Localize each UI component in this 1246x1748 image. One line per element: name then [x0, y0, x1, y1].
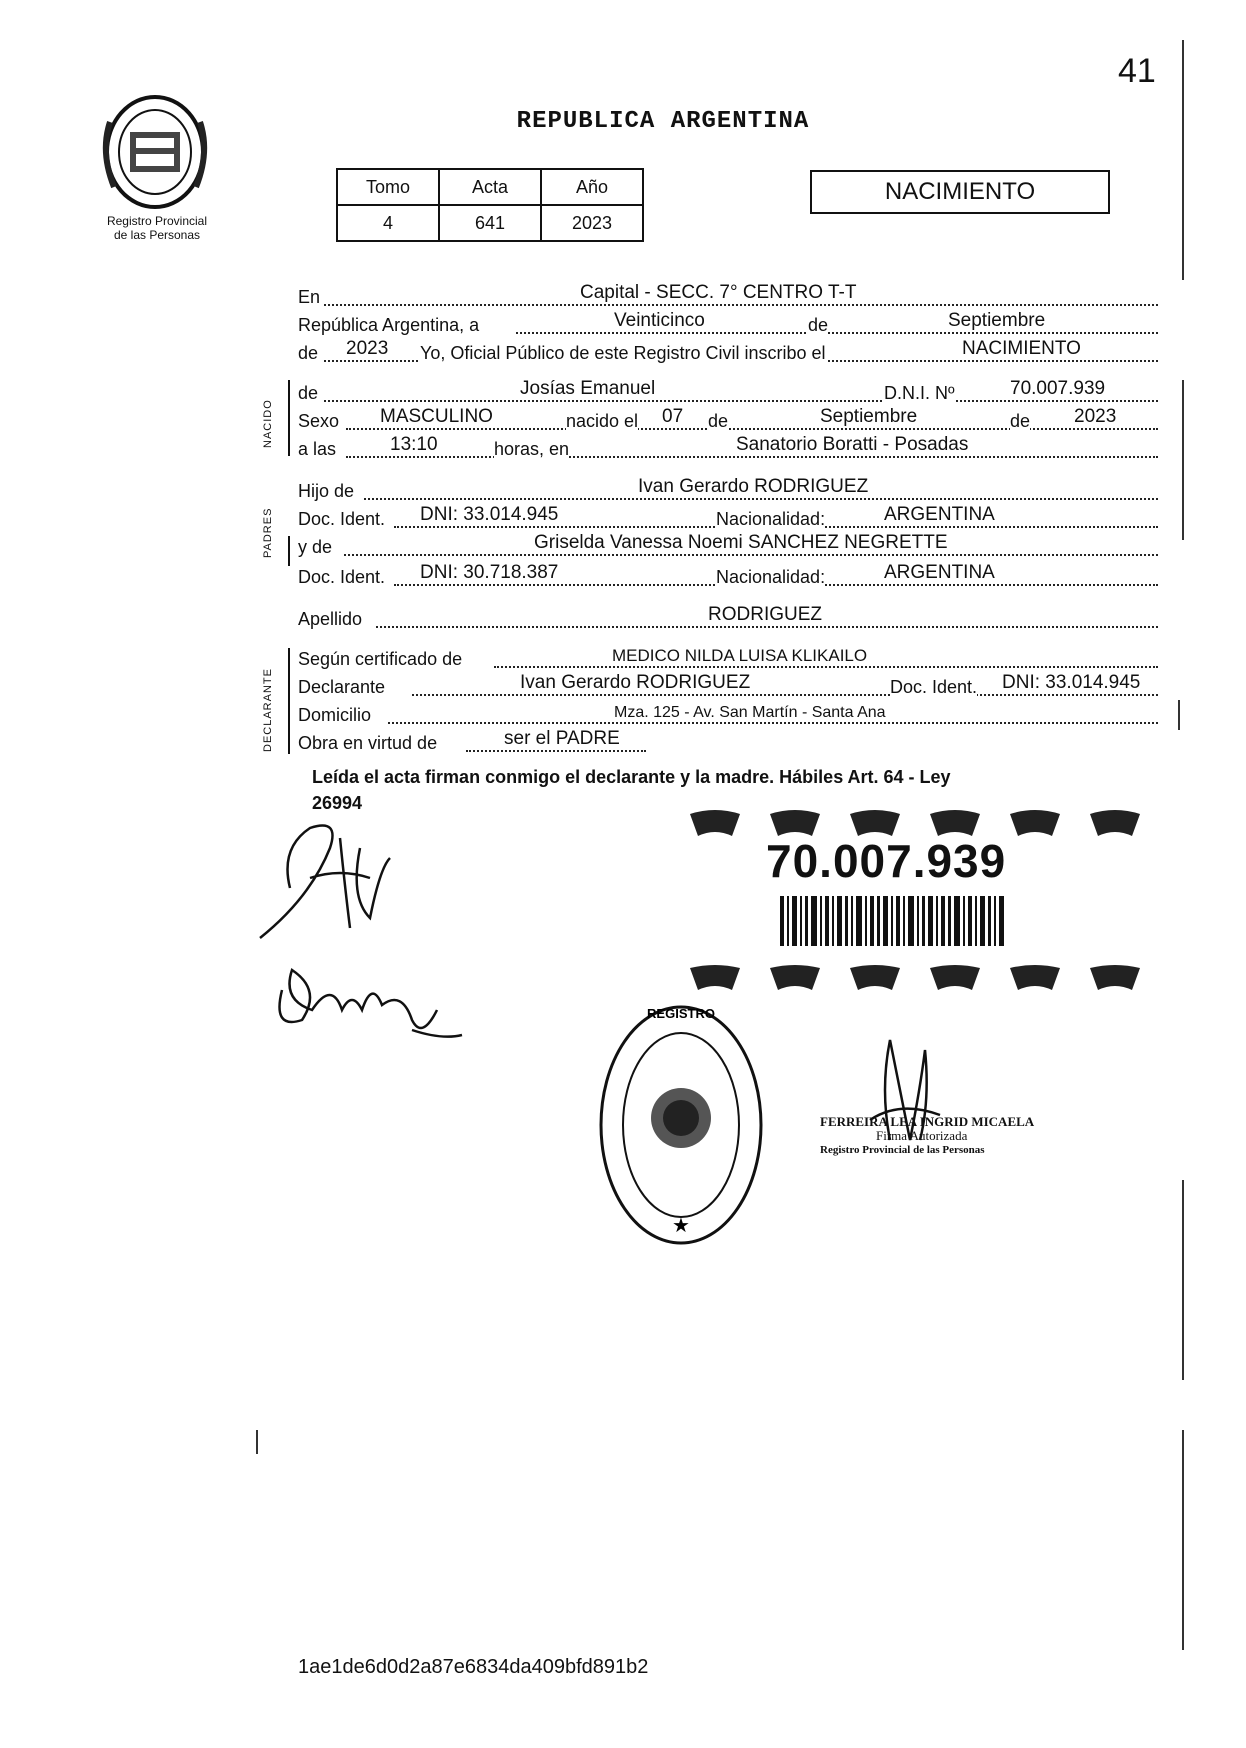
bracket-padres	[288, 536, 290, 566]
label-doc1: Doc. Ident.	[298, 509, 386, 529]
header-tomo: Tomo	[337, 169, 439, 205]
official-seal	[596, 1000, 766, 1250]
label-de-year: de	[1010, 411, 1031, 431]
line-date	[298, 312, 1158, 338]
legend-line1: Leída el acta firman conmigo el declarante y la madre. Hábiles Art. 64 - Ley	[312, 767, 951, 787]
value-obra: ser el PADRE	[504, 728, 620, 749]
line-place	[298, 284, 1158, 310]
label-de-name: de	[298, 383, 319, 403]
seal-ring-label: REGISTRO	[647, 1006, 715, 1021]
value-birth-month: Septiembre	[820, 406, 918, 427]
label-sexo: Sexo	[298, 411, 340, 431]
value-day-words: Veinticinco	[614, 310, 705, 331]
value-father-doc: DNI: 33.014.945	[420, 504, 559, 525]
line-father-doc	[298, 506, 1158, 532]
legend-line2: 26994	[312, 793, 363, 813]
barcode	[780, 896, 1006, 946]
line-address	[298, 702, 1158, 728]
label-hijo: Hijo de	[298, 481, 355, 501]
label-a-las: a las	[298, 439, 337, 459]
value-name: Josías Emanuel	[520, 378, 656, 399]
signature-declarant	[250, 808, 420, 948]
line-surname	[298, 606, 1158, 632]
line-year	[298, 340, 1158, 366]
label-horas: horas, en	[494, 439, 570, 459]
value-act-type: NACIMIENTO	[962, 338, 1081, 359]
bracket-declarante	[288, 648, 290, 754]
value-declarant: Ivan Gerardo RODRIGUEZ	[520, 672, 751, 693]
edge-mark-right-3	[1182, 1180, 1184, 1380]
registry-value-row	[337, 205, 643, 241]
label-doc3: Doc. Ident.	[890, 677, 978, 697]
official-org: Registro Provincial de las Personas	[820, 1144, 985, 1156]
value-dni: 70.007.939	[1010, 378, 1106, 399]
logo-caption	[82, 214, 232, 242]
official-block	[820, 1115, 1034, 1157]
line-mother	[298, 534, 1158, 560]
label-nac1: Nacionalidad:	[716, 509, 826, 529]
side-label-padres: PADRES	[262, 507, 274, 558]
edge-mark-right-2	[1182, 380, 1184, 540]
edge-mark-right-4	[1182, 1430, 1184, 1650]
line-sex	[298, 408, 1158, 434]
label-de-day: de	[708, 411, 729, 431]
value-ano: 2023	[541, 205, 643, 241]
label-dni: D.N.I. Nº	[884, 383, 955, 403]
line-certificate	[298, 646, 1158, 672]
edge-mark-right-5	[1178, 700, 1180, 730]
value-place: Capital - SECC. 7° CENTRO T-T	[580, 282, 857, 303]
value-time: 13:10	[390, 434, 438, 455]
label-apellido: Apellido	[298, 609, 363, 629]
value-surname: RODRIGUEZ	[708, 604, 822, 625]
line-time	[298, 436, 1158, 462]
svg-text:★: ★	[672, 1215, 690, 1237]
label-en: En	[298, 287, 321, 307]
label-doc2: Doc. Ident.	[298, 567, 386, 587]
signature-mother	[262, 950, 472, 1050]
page-number: 41	[1118, 52, 1156, 90]
value-tomo: 4	[337, 205, 439, 241]
official-role: Firma Autorizada	[876, 1128, 968, 1143]
value-acta: 641	[439, 205, 541, 241]
value-father-nat: ARGENTINA	[884, 504, 995, 525]
edge-mark-left-1	[256, 1430, 258, 1454]
line-name	[298, 380, 1158, 406]
logo-caption-line2: de las Personas	[113, 228, 201, 242]
bracket-nacido	[288, 380, 290, 456]
country-title: REPUBLICA ARGENTINA	[516, 108, 810, 135]
header-ano: Año	[541, 169, 643, 205]
value-place-birth: Sanatorio Boratti - Posadas	[736, 434, 969, 455]
line-mother-doc	[298, 564, 1158, 590]
value-address: Mza. 125 - Av. San Martín - Santa Ana	[614, 704, 886, 721]
label-de2: de	[298, 343, 319, 363]
logo-caption-line1: Registro Provincial	[106, 214, 208, 228]
side-label-declarante: DECLARANTE	[262, 668, 274, 752]
line-father	[298, 478, 1158, 504]
line-declarant	[298, 674, 1158, 700]
label-segun: Según certificado de	[298, 649, 463, 669]
label-declarante: Declarante	[298, 677, 386, 697]
value-month: Septiembre	[948, 310, 1046, 331]
label-yde: y de	[298, 537, 333, 557]
value-mother-nat: ARGENTINA	[884, 562, 995, 583]
value-mother: Griselda Vanessa Noemi SANCHEZ NEGRETTE	[534, 532, 948, 553]
label-de: de	[808, 315, 829, 335]
value-sex: MASCULINO	[380, 406, 493, 427]
value-birth-year: 2023	[1074, 406, 1117, 427]
label-nac2: Nacionalidad:	[716, 567, 826, 587]
line-obra	[298, 730, 1158, 756]
stamp-number: 70.007.939	[766, 835, 1007, 887]
security-band-bottom	[690, 962, 1140, 994]
header-acta: Acta	[439, 169, 541, 205]
label-yo: Yo, Oficial Público de este Registro Civil inscribo el	[420, 343, 826, 363]
certificate-type-box: NACIMIENTO	[810, 170, 1110, 214]
value-mother-doc: DNI: 30.718.387	[420, 562, 559, 583]
value-father: Ivan Gerardo RODRIGUEZ	[638, 476, 869, 497]
registry-header-row	[337, 169, 643, 205]
label-republica: República Argentina, a	[298, 315, 480, 335]
official-name: FERREIRA LEA INGRID MICAELA	[820, 1114, 1035, 1129]
label-obra: Obra en virtud de	[298, 733, 438, 753]
value-declarant-doc: DNI: 33.014.945	[1002, 672, 1141, 693]
value-birth-day: 07	[662, 406, 684, 427]
side-label-nacido: NACIDO	[262, 399, 274, 448]
registry-table	[336, 168, 644, 242]
label-nacido: nacido el	[566, 411, 639, 431]
value-year: 2023	[346, 338, 389, 359]
label-domicilio: Domicilio	[298, 705, 372, 725]
edge-mark-right-1	[1182, 40, 1184, 280]
value-certificate: MEDICO NILDA LUISA KLIKAILO	[612, 646, 868, 665]
document-hash: 1ae1de6d0d2a87e6834da409bfd891b2	[298, 1656, 649, 1678]
